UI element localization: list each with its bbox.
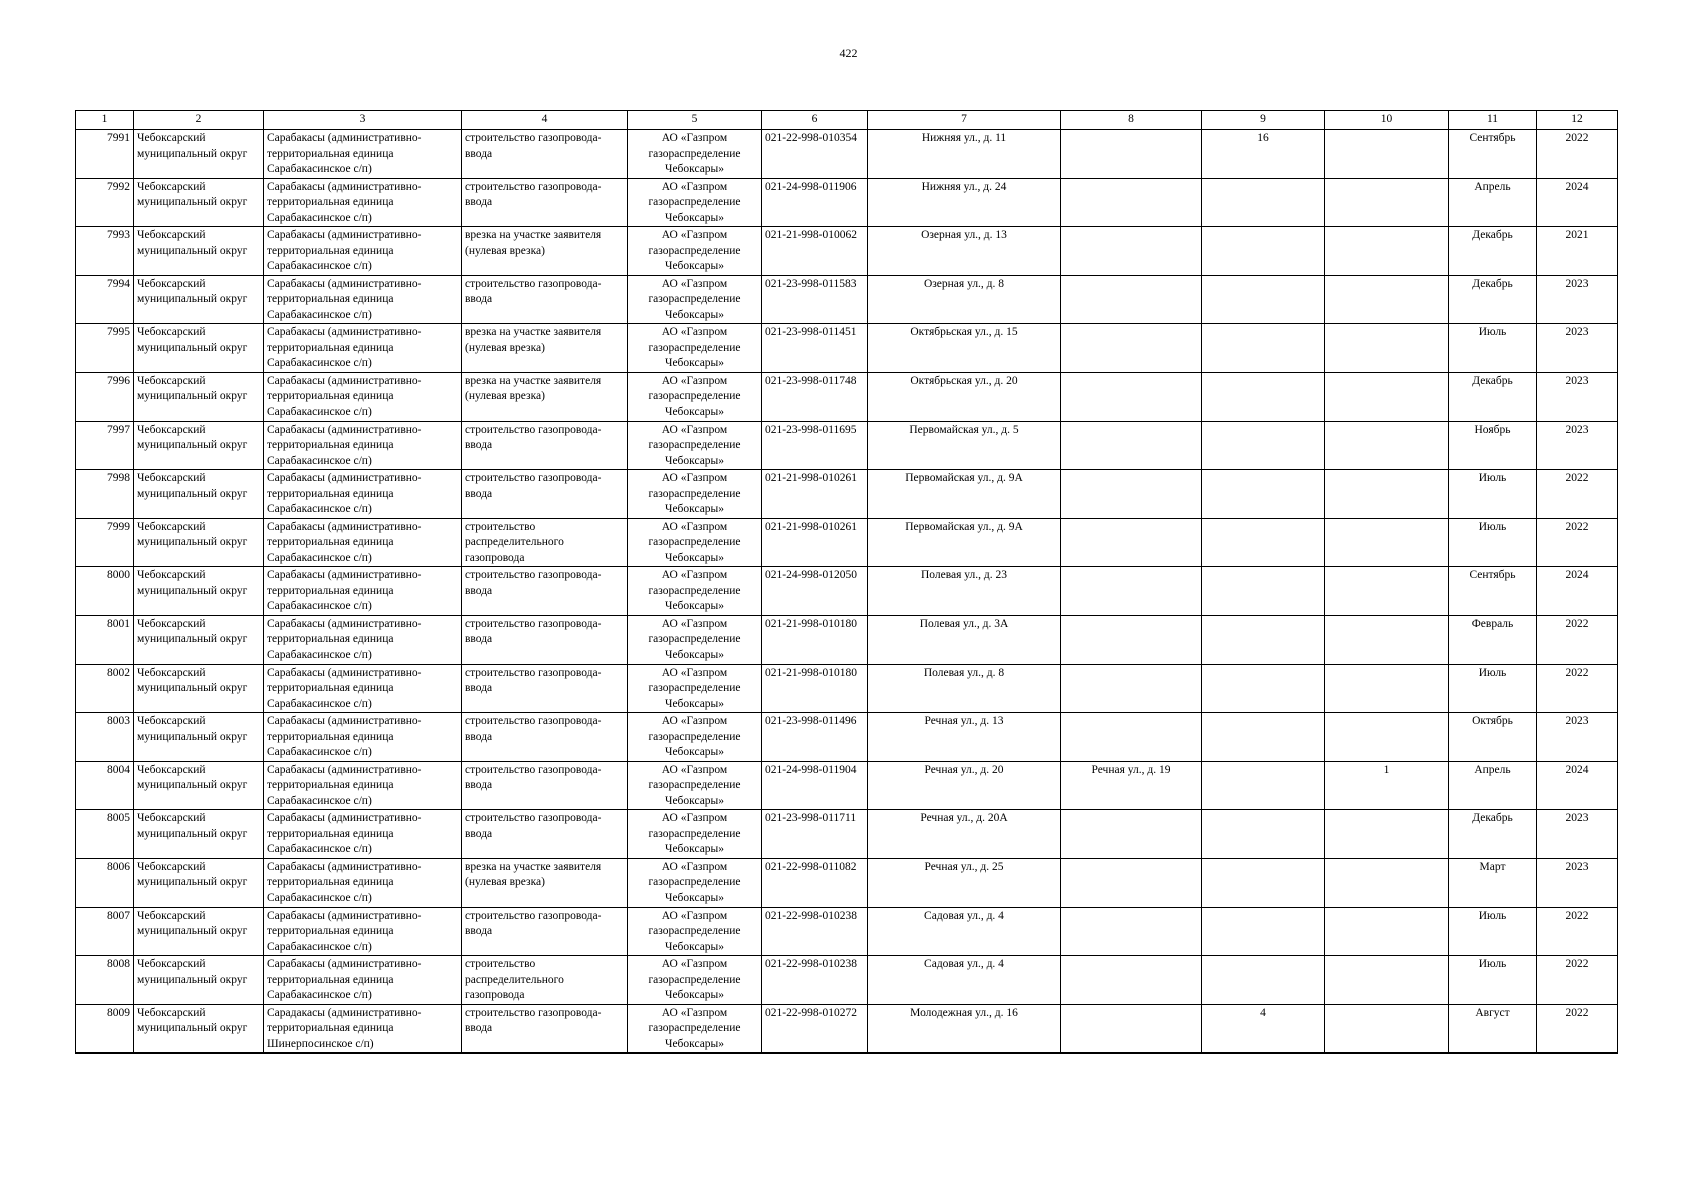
organization-cell: АО «Газпром газораспределение Чебоксары» [628,178,762,227]
organization-cell: АО «Газпром газораспределение Чебоксары» [628,372,762,421]
column-10-cell: 1 [1325,761,1449,810]
column-9-cell [1202,227,1325,276]
column-8-cell [1061,858,1202,907]
column-header-1: 1 [76,111,134,130]
column-8-cell [1061,372,1202,421]
settlement-cell: Сарабакасы (административно-территориальная единица Сарабакасинское с/п) [264,275,462,324]
organization-cell: АО «Газпром газораспределение Чебоксары» [628,664,762,713]
column-8-cell [1061,324,1202,373]
row-number-cell: 8008 [76,956,134,1005]
column-10-cell [1325,713,1449,762]
settlement-cell: Сарабакасы (административно-территориальная единица Сарабакасинское с/п) [264,858,462,907]
month-cell: Декабрь [1449,372,1537,421]
register-table [75,110,1618,1054]
table-row [76,664,1618,713]
row-number-cell: 7995 [76,324,134,373]
row-number-cell: 7999 [76,518,134,567]
address-cell: Речная ул., д. 20А [868,810,1061,859]
organization-cell: АО «Газпром газораспределение Чебоксары» [628,470,762,519]
table-row [76,615,1618,664]
column-8-cell [1061,275,1202,324]
table-row [76,858,1618,907]
address-cell: Нижняя ул., д. 11 [868,130,1061,179]
table-row [76,178,1618,227]
month-cell: Декабрь [1449,810,1537,859]
settlement-cell: Сарабакасы (административно-территориальная единица Сарабакасинское с/п) [264,470,462,519]
column-8-cell [1061,518,1202,567]
table-row [76,470,1618,519]
settlement-cell: Сарабакасы (административно-территориальная единица Сарабакасинское с/п) [264,956,462,1005]
column-8-cell [1061,956,1202,1005]
application-code-cell: 021-24-998-011904 [762,761,868,810]
column-9-cell: 4 [1202,1004,1325,1053]
organization-cell: АО «Газпром газораспределение Чебоксары» [628,1004,762,1053]
table-row [76,956,1618,1005]
table-row [76,713,1618,762]
application-code-cell: 021-23-998-011451 [762,324,868,373]
month-cell: Июль [1449,324,1537,373]
address-cell: Садовая ул., д. 4 [868,956,1061,1005]
month-cell: Февраль [1449,615,1537,664]
column-9-cell [1202,470,1325,519]
address-cell: Речная ул., д. 20 [868,761,1061,810]
district-cell: Чебоксарский муниципальный округ [134,421,264,470]
work-type-cell: строительство газопровода-ввода [462,130,628,179]
row-number-cell: 8001 [76,615,134,664]
column-8-cell [1061,664,1202,713]
column-8-cell [1061,178,1202,227]
row-number-cell: 8000 [76,567,134,616]
row-number-cell: 8005 [76,810,134,859]
settlement-cell: Сарадакасы (административно-территориальная единица Шинерпосинское с/п) [264,1004,462,1053]
settlement-cell: Сарабакасы (административно-территориальная единица Сарабакасинское с/п) [264,227,462,276]
month-cell: Март [1449,858,1537,907]
month-cell: Апрель [1449,761,1537,810]
table-row [76,324,1618,373]
district-cell: Чебоксарский муниципальный округ [134,1004,264,1053]
column-9-cell [1202,858,1325,907]
settlement-cell: Сарабакасы (административно-территориальная единица Сарабакасинское с/п) [264,761,462,810]
column-header-4: 4 [462,111,628,130]
organization-cell: АО «Газпром газораспределение Чебоксары» [628,907,762,956]
column-9-cell [1202,713,1325,762]
column-8-cell: Речная ул., д. 19 [1061,761,1202,810]
month-cell: Декабрь [1449,275,1537,324]
year-cell: 2022 [1537,470,1618,519]
month-cell: Август [1449,1004,1537,1053]
column-10-cell [1325,858,1449,907]
application-code-cell: 021-22-998-010238 [762,907,868,956]
address-cell: Речная ул., д. 13 [868,713,1061,762]
column-9-cell [1202,178,1325,227]
work-type-cell: строительство распределительного газопровода [462,518,628,567]
settlement-cell: Сарабакасы (административно-территориальная единица Сарабакасинское с/п) [264,178,462,227]
work-type-cell: строительство газопровода-ввода [462,907,628,956]
address-cell: Речная ул., д. 25 [868,858,1061,907]
address-cell: Первомайская ул., д. 5 [868,421,1061,470]
application-code-cell: 021-23-998-011711 [762,810,868,859]
organization-cell: АО «Газпром газораспределение Чебоксары» [628,615,762,664]
address-cell: Первомайская ул., д. 9А [868,518,1061,567]
column-header-8: 8 [1061,111,1202,130]
organization-cell: АО «Газпром газораспределение Чебоксары» [628,421,762,470]
organization-cell: АО «Газпром газораспределение Чебоксары» [628,518,762,567]
column-10-cell [1325,421,1449,470]
application-code-cell: 021-23-998-011583 [762,275,868,324]
column-header-12: 12 [1537,111,1618,130]
column-header-2: 2 [134,111,264,130]
row-number-cell: 8002 [76,664,134,713]
table-row [76,518,1618,567]
row-number-cell: 7998 [76,470,134,519]
column-8-cell [1061,615,1202,664]
column-8-cell [1061,130,1202,179]
settlement-cell: Сарабакасы (административно-территориальная единица Сарабакасинское с/п) [264,713,462,762]
address-cell: Октябрьская ул., д. 20 [868,372,1061,421]
row-number-cell: 8006 [76,858,134,907]
year-cell: 2023 [1537,324,1618,373]
column-8-cell [1061,810,1202,859]
column-header-6: 6 [762,111,868,130]
column-8-cell [1061,713,1202,762]
table-row [76,372,1618,421]
organization-cell: АО «Газпром газораспределение Чебоксары» [628,130,762,179]
column-header-7: 7 [868,111,1061,130]
column-9-cell [1202,518,1325,567]
year-cell: 2023 [1537,713,1618,762]
application-code-cell: 021-24-998-012050 [762,567,868,616]
table-body [76,130,1618,1054]
work-type-cell: строительство газопровода-ввода [462,664,628,713]
column-9-cell [1202,615,1325,664]
column-9-cell [1202,324,1325,373]
year-cell: 2024 [1537,761,1618,810]
row-number-cell: 7997 [76,421,134,470]
organization-cell: АО «Газпром газораспределение Чебоксары» [628,956,762,1005]
column-10-cell [1325,178,1449,227]
application-code-cell: 021-21-998-010261 [762,470,868,519]
settlement-cell: Сарабакасы (административно-территориальная единица Сарабакасинское с/п) [264,907,462,956]
year-cell: 2023 [1537,810,1618,859]
month-cell: Сентябрь [1449,567,1537,616]
month-cell: Ноябрь [1449,421,1537,470]
district-cell: Чебоксарский муниципальный округ [134,275,264,324]
year-cell: 2022 [1537,130,1618,179]
year-cell: 2022 [1537,664,1618,713]
row-number-cell: 7993 [76,227,134,276]
column-8-cell [1061,227,1202,276]
column-10-cell [1325,907,1449,956]
organization-cell: АО «Газпром газораспределение Чебоксары» [628,227,762,276]
row-number-cell: 8007 [76,907,134,956]
district-cell: Чебоксарский муниципальный округ [134,615,264,664]
year-cell: 2023 [1537,421,1618,470]
column-8-cell [1061,470,1202,519]
settlement-cell: Сарабакасы (административно-территориальная единица Сарабакасинское с/п) [264,421,462,470]
table-row [76,761,1618,810]
settlement-cell: Сарабакасы (административно-территориальная единица Сарабакасинское с/п) [264,324,462,373]
work-type-cell: строительство газопровода-ввода [462,178,628,227]
work-type-cell: строительство газопровода-ввода [462,275,628,324]
table-row [76,227,1618,276]
year-cell: 2022 [1537,615,1618,664]
address-cell: Полевая ул., д. 8 [868,664,1061,713]
district-cell: Чебоксарский муниципальный округ [134,130,264,179]
table-row [76,130,1618,179]
month-cell: Июль [1449,956,1537,1005]
work-type-cell: строительство газопровода-ввода [462,567,628,616]
column-10-cell [1325,664,1449,713]
row-number-cell: 8004 [76,761,134,810]
organization-cell: АО «Газпром газораспределение Чебоксары» [628,324,762,373]
row-number-cell: 8003 [76,713,134,762]
district-cell: Чебоксарский муниципальный округ [134,227,264,276]
column-9-cell: 16 [1202,130,1325,179]
month-cell: Октябрь [1449,713,1537,762]
month-cell: Сентябрь [1449,130,1537,179]
year-cell: 2023 [1537,372,1618,421]
address-cell: Полевая ул., д. 3А [868,615,1061,664]
table-row [76,421,1618,470]
application-code-cell: 021-22-998-010238 [762,956,868,1005]
row-number-cell: 8009 [76,1004,134,1053]
month-cell: Июль [1449,907,1537,956]
column-10-cell [1325,130,1449,179]
column-10-cell [1325,324,1449,373]
address-cell: Полевая ул., д. 23 [868,567,1061,616]
district-cell: Чебоксарский муниципальный округ [134,761,264,810]
address-cell: Октябрьская ул., д. 15 [868,324,1061,373]
year-cell: 2024 [1537,567,1618,616]
column-header-11: 11 [1449,111,1537,130]
application-code-cell: 021-23-998-011496 [762,713,868,762]
table-row [76,907,1618,956]
table-header [76,111,1618,130]
settlement-cell: Сарабакасы (административно-территориальная единица Сарабакасинское с/п) [264,615,462,664]
settlement-cell: Сарабакасы (административно-территориальная единица Сарабакасинское с/п) [264,664,462,713]
work-type-cell: строительство распределительного газопровода [462,956,628,1005]
organization-cell: АО «Газпром газораспределение Чебоксары» [628,761,762,810]
address-cell: Первомайская ул., д. 9А [868,470,1061,519]
year-cell: 2022 [1537,956,1618,1005]
address-cell: Озерная ул., д. 8 [868,275,1061,324]
settlement-cell: Сарабакасы (административно-территориальная единица Сарабакасинское с/п) [264,567,462,616]
table-row [76,567,1618,616]
month-cell: Апрель [1449,178,1537,227]
address-cell: Нижняя ул., д. 24 [868,178,1061,227]
district-cell: Чебоксарский муниципальный округ [134,470,264,519]
work-type-cell: строительство газопровода-ввода [462,810,628,859]
organization-cell: АО «Газпром газораспределение Чебоксары» [628,275,762,324]
column-8-cell [1061,421,1202,470]
district-cell: Чебоксарский муниципальный округ [134,956,264,1005]
work-type-cell: строительство газопровода-ввода [462,1004,628,1053]
column-10-cell [1325,275,1449,324]
work-type-cell: строительство газопровода-ввода [462,761,628,810]
work-type-cell: врезка на участке заявителя (нулевая врезка) [462,858,628,907]
organization-cell: АО «Газпром газораспределение Чебоксары» [628,858,762,907]
application-code-cell: 021-21-998-010062 [762,227,868,276]
column-9-cell [1202,275,1325,324]
settlement-cell: Сарабакасы (административно-территориальная единица Сарабакасинское с/п) [264,810,462,859]
column-10-cell [1325,372,1449,421]
row-number-cell: 7996 [76,372,134,421]
column-header-10: 10 [1325,111,1449,130]
column-10-cell [1325,1004,1449,1053]
application-code-cell: 021-22-998-011082 [762,858,868,907]
year-cell: 2022 [1537,518,1618,567]
work-type-cell: строительство газопровода-ввода [462,421,628,470]
district-cell: Чебоксарский муниципальный округ [134,907,264,956]
district-cell: Чебоксарский муниципальный округ [134,567,264,616]
column-8-cell [1061,567,1202,616]
address-cell: Садовая ул., д. 4 [868,907,1061,956]
work-type-cell: врезка на участке заявителя (нулевая врезка) [462,324,628,373]
table-row [76,275,1618,324]
year-cell: 2023 [1537,275,1618,324]
work-type-cell: врезка на участке заявителя (нулевая врезка) [462,372,628,421]
year-cell: 2022 [1537,907,1618,956]
page-number: 422 [839,46,858,60]
work-type-cell: строительство газопровода-ввода [462,615,628,664]
month-cell: Июль [1449,470,1537,519]
column-header-3: 3 [264,111,462,130]
settlement-cell: Сарабакасы (административно-территориальная единица Сарабакасинское с/п) [264,372,462,421]
organization-cell: АО «Газпром газораспределение Чебоксары» [628,713,762,762]
column-10-cell [1325,615,1449,664]
district-cell: Чебоксарский муниципальный округ [134,372,264,421]
table-row [76,1004,1618,1053]
district-cell: Чебоксарский муниципальный округ [134,810,264,859]
application-code-cell: 021-21-998-010261 [762,518,868,567]
month-cell: Июль [1449,664,1537,713]
application-code-cell: 021-21-998-010180 [762,615,868,664]
row-number-cell: 7991 [76,130,134,179]
address-cell: Молодежная ул., д. 16 [868,1004,1061,1053]
column-10-cell [1325,567,1449,616]
address-cell: Озерная ул., д. 13 [868,227,1061,276]
application-code-cell: 021-23-998-011748 [762,372,868,421]
organization-cell: АО «Газпром газораспределение Чебоксары» [628,567,762,616]
district-cell: Чебоксарский муниципальный округ [134,178,264,227]
column-8-cell [1061,1004,1202,1053]
column-10-cell [1325,518,1449,567]
column-10-cell [1325,956,1449,1005]
column-9-cell [1202,956,1325,1005]
header-row [76,111,1618,130]
column-10-cell [1325,810,1449,859]
column-9-cell [1202,907,1325,956]
application-code-cell: 021-22-998-010354 [762,130,868,179]
column-9-cell [1202,567,1325,616]
district-cell: Чебоксарский муниципальный округ [134,858,264,907]
column-8-cell [1061,907,1202,956]
district-cell: Чебоксарский муниципальный округ [134,713,264,762]
column-10-cell [1325,227,1449,276]
column-9-cell [1202,664,1325,713]
work-type-cell: врезка на участке заявителя (нулевая врезка) [462,227,628,276]
row-number-cell: 7992 [76,178,134,227]
settlement-cell: Сарабакасы (административно-территориальная единица Сарабакасинское с/п) [264,130,462,179]
settlement-cell: Сарабакасы (административно-территориальная единица Сарабакасинское с/п) [264,518,462,567]
application-code-cell: 021-24-998-011906 [762,178,868,227]
organization-cell: АО «Газпром газораспределение Чебоксары» [628,810,762,859]
table-row [76,810,1618,859]
application-code-cell: 021-21-998-010180 [762,664,868,713]
year-cell: 2023 [1537,858,1618,907]
district-cell: Чебоксарский муниципальный округ [134,324,264,373]
month-cell: Июль [1449,518,1537,567]
work-type-cell: строительство газопровода-ввода [462,713,628,762]
year-cell: 2024 [1537,178,1618,227]
column-header-9: 9 [1202,111,1325,130]
column-10-cell [1325,470,1449,519]
year-cell: 2021 [1537,227,1618,276]
month-cell: Декабрь [1449,227,1537,276]
application-code-cell: 021-22-998-010272 [762,1004,868,1053]
column-9-cell [1202,761,1325,810]
column-9-cell [1202,810,1325,859]
column-9-cell [1202,372,1325,421]
application-code-cell: 021-23-998-011695 [762,421,868,470]
column-9-cell [1202,421,1325,470]
work-type-cell: строительство газопровода-ввода [462,470,628,519]
district-cell: Чебоксарский муниципальный округ [134,518,264,567]
row-number-cell: 7994 [76,275,134,324]
column-header-5: 5 [628,111,762,130]
year-cell: 2022 [1537,1004,1618,1053]
district-cell: Чебоксарский муниципальный округ [134,664,264,713]
